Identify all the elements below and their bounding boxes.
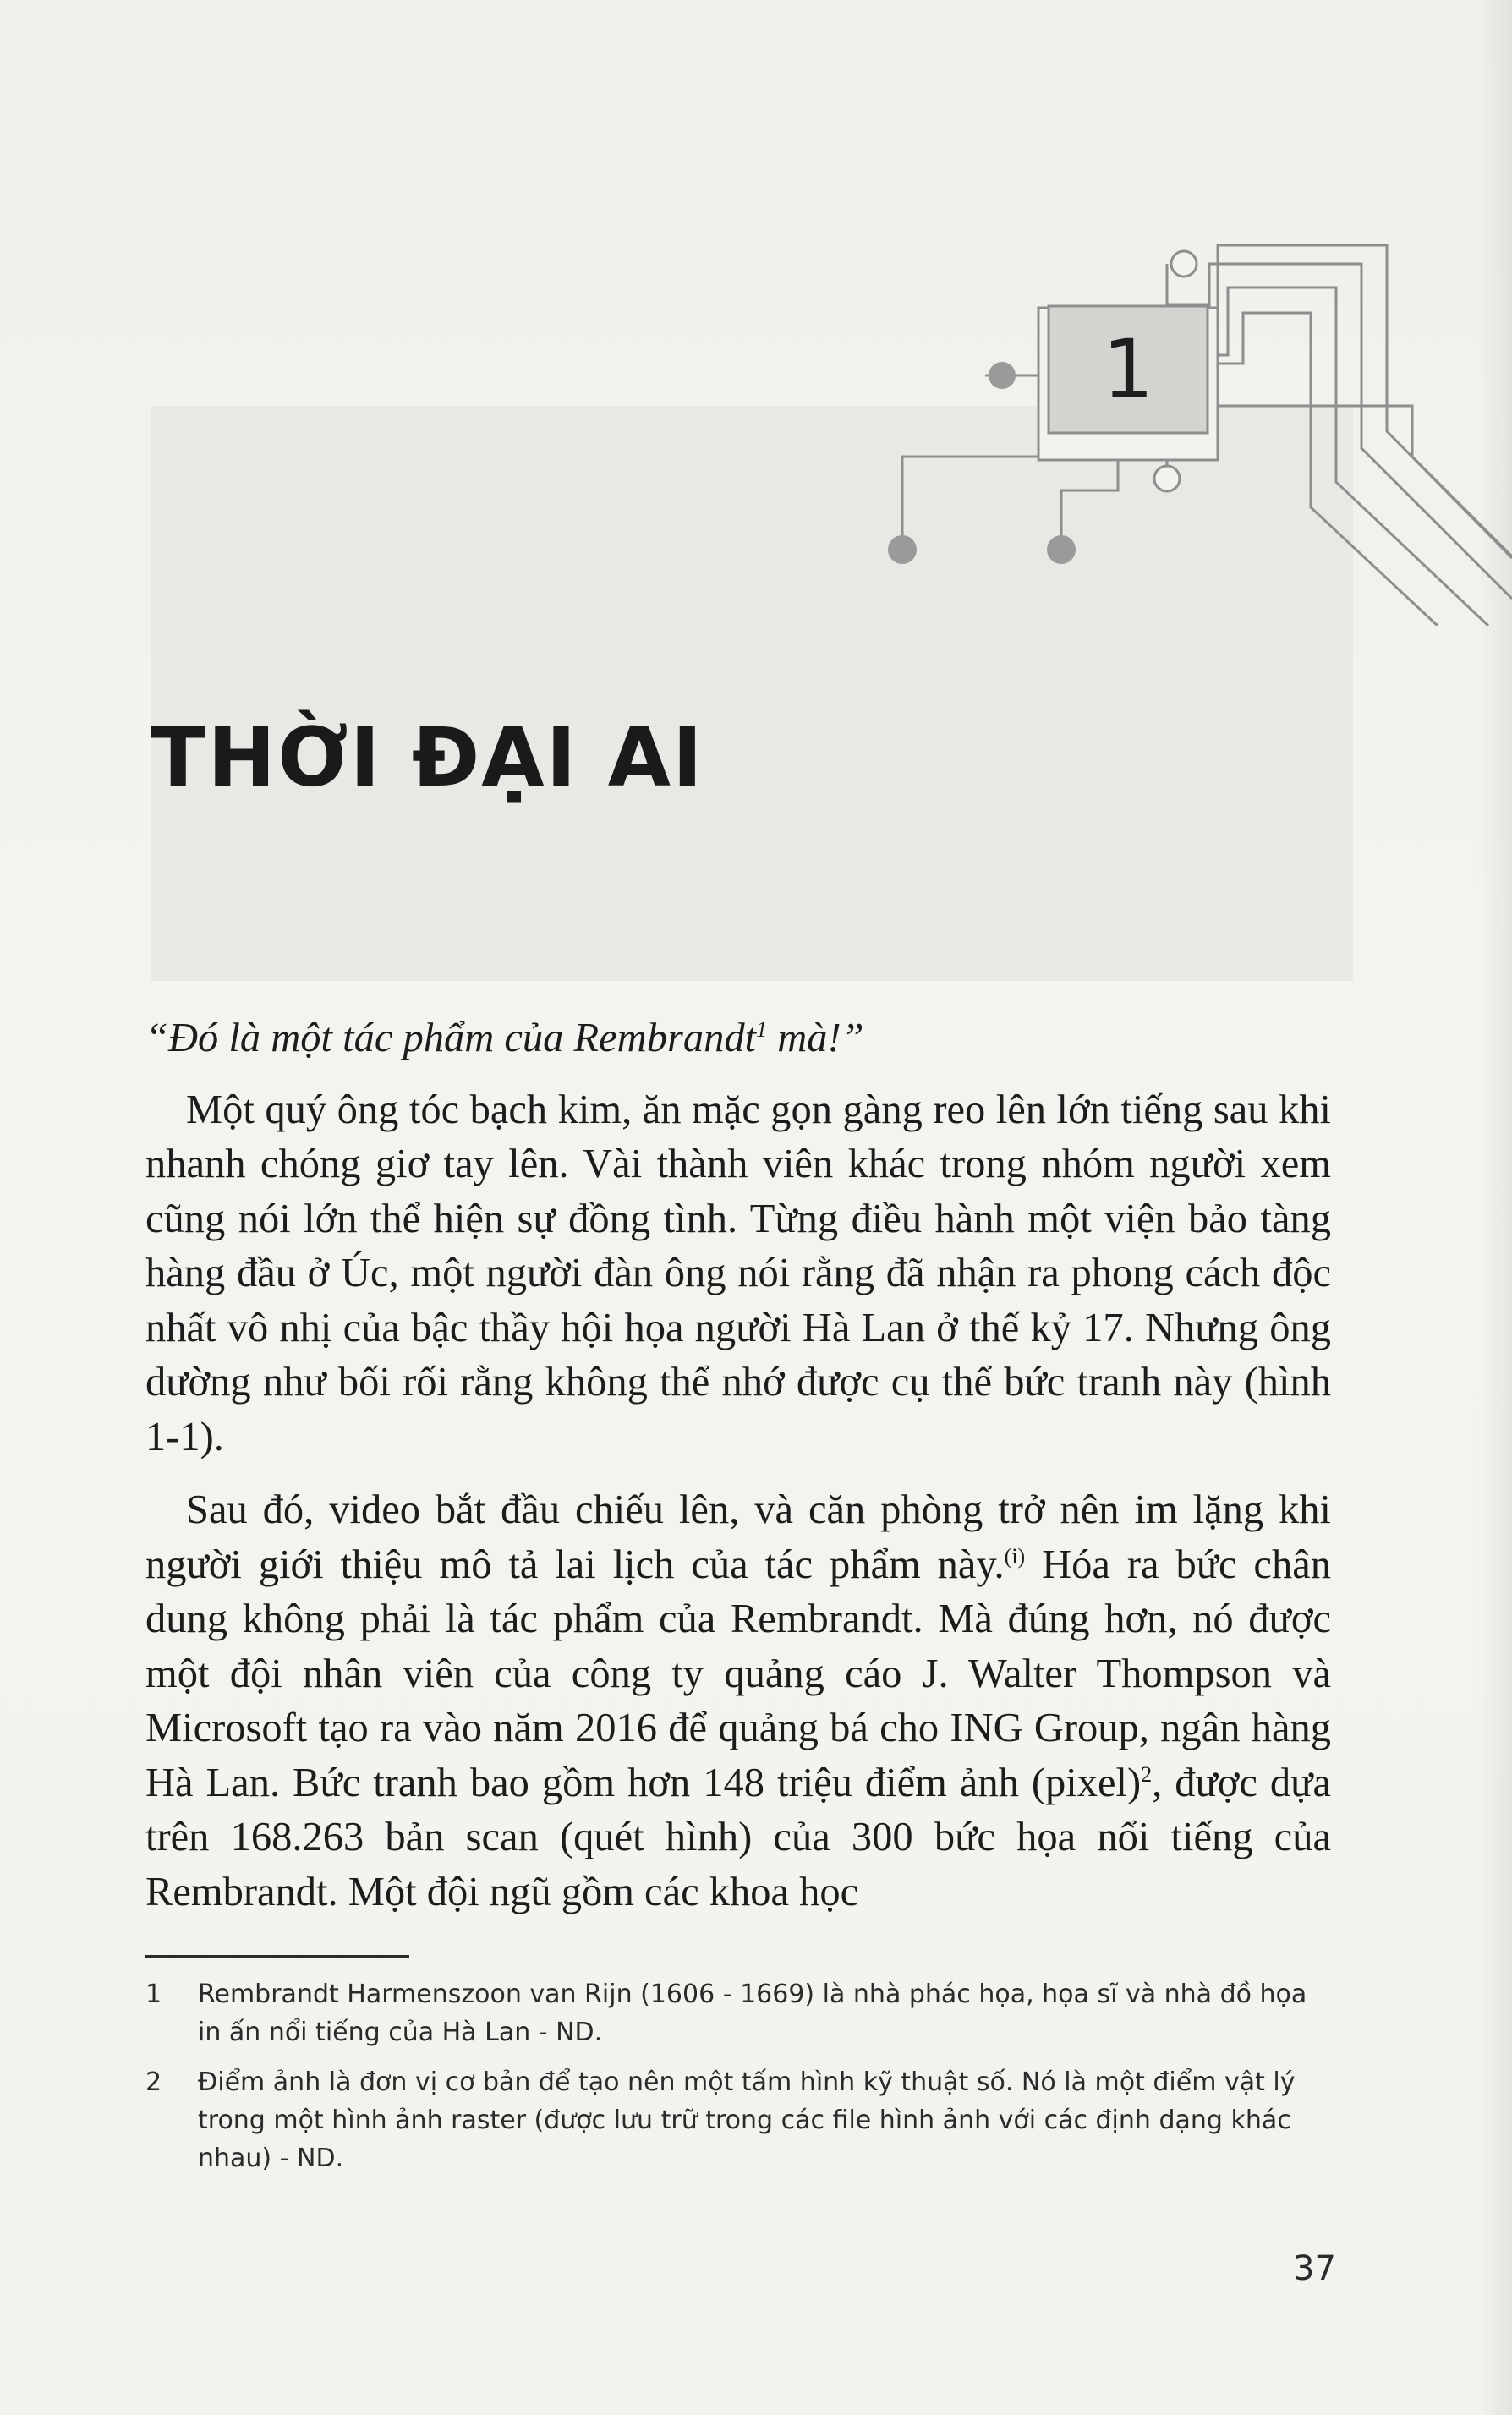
- chapter-number: 1: [1102, 322, 1154, 417]
- endnote-ref-i[interactable]: (i): [1004, 1543, 1026, 1569]
- paragraph-2-part-a: Sau đó, video bắt đầu chiếu lên, và căn phòng trở nên im lặng khi người giới thiệu mô tả lai lịch của tác phẩm này.: [145, 1487, 1331, 1587]
- footnote-number: 2: [145, 2067, 162, 2097]
- footnote-item: [145, 1975, 1331, 2051]
- paragraph-2: [145, 1483, 1331, 1919]
- quote-end: mà!”: [767, 1016, 864, 1060]
- footnote-text: Rembrandt Harmenszoon van Rijn (1606 - 1669) là nhà phác họa, họa sĩ và nhà đồ họa in ấn nổi tiếng của Hà Lan - ND.: [198, 1980, 1307, 2047]
- footnote-text: Điểm ảnh là đơn vị cơ bản để tạo nên một tấm hình kỹ thuật số. Nó là một điểm vật lý trong một hình ảnh raster (được lưu trữ trong các file hình ảnh với các định dạng khác nhau) - ND.: [198, 2067, 1296, 2173]
- footnote-ref-1[interactable]: 1: [756, 1016, 768, 1042]
- footnote-divider: [145, 1955, 409, 1958]
- quote-text: “Đó là một tác phẩm của Rembrandt: [145, 1016, 757, 1060]
- footnote-number: 1: [145, 1980, 162, 2009]
- body-text: [145, 1011, 1331, 1919]
- footnotes: [145, 1975, 1331, 2189]
- chapter-title: THỜI ĐẠI AI: [151, 710, 704, 805]
- footnote-item: [145, 2063, 1331, 2177]
- paragraph-2-part-b: Hóa ra bức chân dung không phải là tác phẩm của Rembrandt. Mà đúng hơn, nó được một đội nhân viên của công ty quảng cáo J. Walter Thompson và Microsoft tạo ra vào năm 2016 để quảng bá cho ING Group, ngân hàng Hà Lan. Bức tranh bao gồm hơn 148 triệu điểm ảnh (pixel): [145, 1542, 1331, 1805]
- paragraph-2-part-c: , được dựa trên 168.263 bản scan (quét hình) của 300 bức họa nổi tiếng của Rembrandt. Một đội ngũ gồm các khoa học: [145, 1760, 1331, 1914]
- paragraph-1: Một quý ông tóc bạch kim, ăn mặc gọn gàng reo lên lớn tiếng sau khi nhanh chóng giơ tay lên. Vài thành viên khác trong nhóm người xem cũng nói lớn thể hiện sự đồng tình. Từng điều hành một viện bảo tàng hàng đầu ở Úc, một người đàn ông nói rằng đã nhận ra phong cách độc nhất vô nhị của bậc thầy hội họa người Hà Lan ở thế kỷ 17. Nhưng ông dường như bối rối rằng không thể nhớ được cụ thể bức tranh này (hình 1-1).: [145, 1087, 1331, 1459]
- opening-quote: [145, 1011, 1331, 1066]
- footnote-ref-2[interactable]: 2: [1141, 1761, 1153, 1787]
- page-number: 37: [1293, 2249, 1336, 2288]
